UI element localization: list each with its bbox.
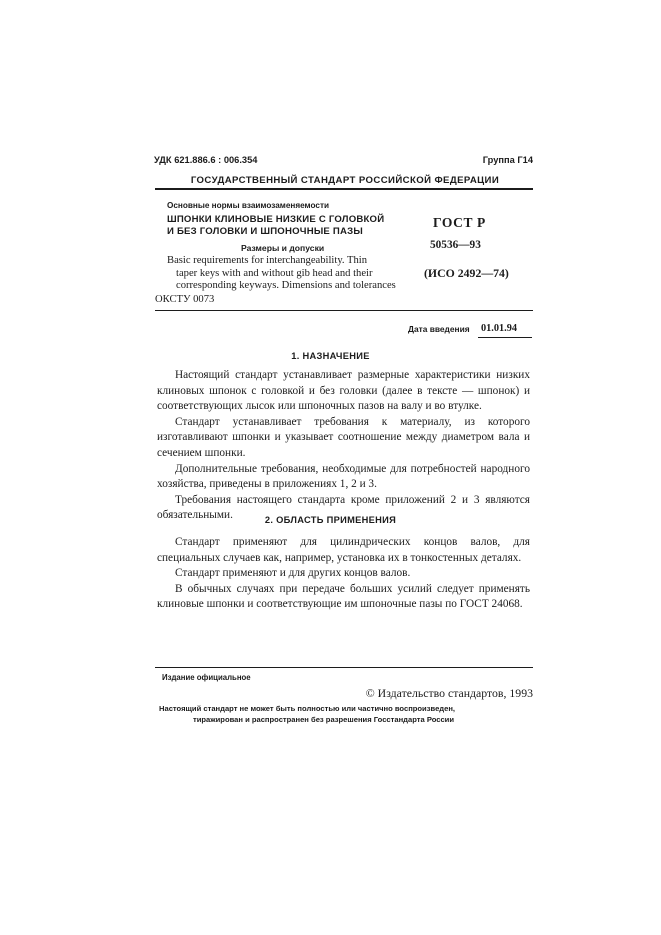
official-edition: Издание официальное bbox=[162, 673, 251, 682]
date-underline bbox=[478, 337, 532, 338]
date-label: Дата введения bbox=[408, 324, 470, 334]
group-code: Группа Г14 bbox=[482, 155, 533, 165]
section-1-paragraph: Требования настоящего стандарта кроме приложений 2 и 3 являются обязательными. bbox=[157, 493, 530, 522]
footer-rule bbox=[155, 667, 533, 668]
notice-line-2: тиражирован и распространен без разрешения Госстандарта России bbox=[193, 715, 455, 724]
gost-label: ГОСТ Р bbox=[433, 215, 486, 230]
english-title-line-1: Basic requirements for interchangeability. Thin bbox=[167, 255, 368, 266]
iso-reference: (ИСО 2492—74) bbox=[424, 266, 509, 280]
standard-title: ГОСУДАРСТВЕННЫЙ СТАНДАРТ РОССИЙСКОЙ ФЕДЕРАЦИИ bbox=[190, 175, 500, 186]
section-1-heading: 1. НАЗНАЧЕНИЕ bbox=[291, 351, 370, 361]
copyright: © Издательство стандартов, 1993 bbox=[365, 686, 533, 700]
section-1-body bbox=[157, 368, 530, 524]
section-1-paragraph: Дополнительные требования, необходимые для потребностей народного хозяйства, приведены в приложениях 1, 2 и 3. bbox=[157, 462, 530, 491]
date-value: 01.01.94 bbox=[481, 323, 518, 334]
section-1-paragraph: Настоящий стандарт устанавливает размерные характеристики низких клиновых шпонок с головкой и без головки (далее в тексте — шпонок) и соответствующих лысок или шпоночных пазов на валу и во втулке. bbox=[157, 369, 530, 413]
udk-code: УДК 621.886.6 : 006.354 bbox=[154, 155, 258, 165]
header-rule-top bbox=[155, 188, 533, 190]
subtitle: Основные нормы взаимозаменяемости bbox=[167, 201, 329, 210]
title-line-1: ШПОНКИ КЛИНОВЫЕ НИЗКИЕ С ГОЛОВКОЙ bbox=[167, 214, 385, 225]
english-title-line-3: corresponding keyways. Dimensions and tolerances bbox=[176, 280, 396, 291]
section-2-paragraph: В обычных случаях при передаче больших усилий следует применять клиновые шпонки и соответствующие им шпоночные пазы по ГОСТ 24068. bbox=[157, 582, 530, 611]
section-2-paragraph: Стандарт применяют для цилиндрических концов валов, для специальных случаев как, например, установка их в тонкостенных деталях. bbox=[157, 536, 530, 564]
section-1-paragraph: Стандарт устанавливает требования к материалу, из которого изготавливают шпонки и указывает соотношение между диаметром вала и сечением шпонки. bbox=[157, 415, 530, 459]
gost-number: 50536—93 bbox=[430, 239, 481, 251]
english-title-line-2: taper keys with and without gib head and their bbox=[176, 268, 373, 279]
header-rule-bottom bbox=[155, 310, 533, 311]
section-2-body bbox=[157, 535, 530, 613]
sizes-subtitle: Размеры и допуски bbox=[241, 243, 325, 253]
section-2-heading: 2. ОБЛАСТЬ ПРИМЕНЕНИЯ bbox=[264, 515, 397, 525]
okstu-code: ОКСТУ 0073 bbox=[155, 294, 215, 305]
notice-line-1: Настоящий стандарт не может быть полностью или частично воспроизведен, bbox=[159, 704, 456, 713]
section-2-paragraph: Стандарт применяют и для других концов валов. bbox=[175, 567, 411, 580]
title-line-2: И БЕЗ ГОЛОВКИ И ШПОНОЧНЫЕ ПАЗЫ bbox=[167, 226, 363, 237]
